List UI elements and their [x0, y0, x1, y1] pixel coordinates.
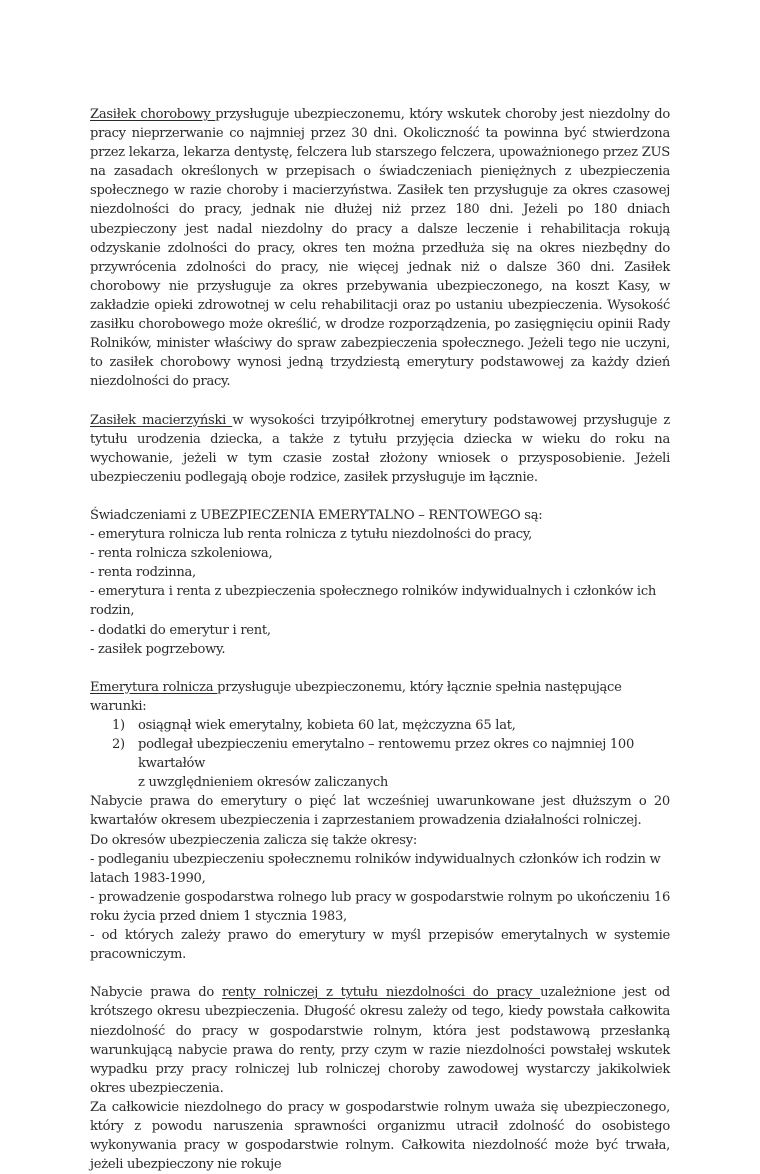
- condition-text: podlegał ubezpieczeniu emerytalno – rentowemu przez okres co najmniej 100 kwartałów: [138, 737, 635, 772]
- disability-before: Nabycie prawa do: [90, 985, 222, 1001]
- term-disability-pension: renty rolniczej z tytułu niezdolności do pracy: [221, 985, 541, 1001]
- term-maternity-benefit: Zasiłek macierzyński: [90, 412, 233, 428]
- disability-after: uzależnione jest od krótszego okresu ubezpieczenia. Długość okresu zależy od tego, kiedy powstała całkowita niezdolność do pracy w gospodarstwie rolnym, która jest podstawową przesłanką warunkującą nabycie prawa do renty, przy czym w razie niezdolności powstałej wskutek wypadku przy pracy rolniczej lub rolniczej choroby zawodowej wystarczy jakikolwiek okres ubezpieczenia.: [90, 985, 671, 1096]
- paragraph-retirement: [90, 678, 670, 716]
- paragraph-maternity-benefit: [90, 411, 670, 487]
- list-item: - prowadzenie gospodarstwa rolnego lub pracy w gospodarstwie rolnym po ukończeniu 16 roku życia przed dniem 1 stycznia 1983,: [90, 889, 670, 924]
- list-item: [90, 735, 670, 792]
- pension-benefits-heading: Świadczeniami z UBEZPIECZENIA EMERYTALNO – RENTOWEGO są:: [90, 507, 543, 523]
- spacer: [90, 964, 670, 983]
- term-sickness-benefit: Zasiłek chorobowy: [90, 107, 216, 122]
- conditions-list: [90, 716, 670, 792]
- list-number: 1): [112, 718, 125, 733]
- condition-text: osiągnął wiek emerytalny, kobieta 60 lat, mężczyzna 65 lat,: [138, 718, 516, 733]
- condition-continuation: z uwzględnieniem okresów zaliczanych: [138, 775, 389, 791]
- early-retirement-text: Nabycie prawa do emerytury o pięć lat wcześniej uwarunkowane jest dłuższym o 20 kwartałów okresem ubezpieczenia i zaprzestaniem prowadzenia działalności rolniczej.: [90, 794, 670, 829]
- term-retirement: Emerytura rolnicza: [90, 679, 218, 695]
- list-item: - dodatki do emerytur i rent,: [90, 622, 271, 638]
- list-item: - od których zależy prawo do emerytury w myśl przepisów emerytalnych w systemie pracowniczym.: [90, 928, 670, 963]
- list-item: [90, 716, 670, 735]
- list-item: - renta rolnicza szkoleniowa,: [90, 546, 273, 562]
- list-item: - emerytura rolnicza lub renta rolnicza z tytułu niezdolności do pracy,: [90, 527, 533, 543]
- periods-heading: Do okresów ubezpieczenia zalicza się także okresy:: [90, 832, 417, 848]
- spacer: [90, 487, 670, 506]
- document-page: [90, 105, 670, 1174]
- list-item: - renta rodzinna,: [90, 565, 196, 581]
- list-number: 2): [112, 737, 125, 753]
- retirement-intro: przysługuje ubezpieczonemu, który łącznie spełnia następujące warunki:: [90, 679, 622, 714]
- list-item: - emerytura i renta z ubezpieczenia społecznego rolników indywidualnych i członków ich rodzin,: [90, 584, 657, 619]
- paragraph-incapacity: Za całkowicie niezdolnego do pracy w gospodarstwie rolnym uważa się ubezpieczonego, który z powodu naruszenia sprawności organizmu utracił zdolność do osobistego wykonywania pracy w gospodarstwie rolnym. Całkowita niezdolność może być trwała, jeżeli ubezpieczony nie rokuje: [90, 1099, 670, 1173]
- maternity-benefit-text: w wysokości trzyipółkrotnej emerytury podstawowej przysługuje z tytułu urodzenia dziecka, a także z tytułu przyjęcia dziecka w wieku do roku na wychowanie, jeżeli w tym czasie został złożony wniosek o przysposobienie. Jeżeli ubezpieczeniu podlegają oboje rodzice, zasiłek przysługuje im łącznie.: [90, 412, 670, 485]
- spacer: [90, 659, 670, 678]
- paragraph-disability-pension: [90, 983, 670, 1098]
- sickness-benefit-text: przysługuje ubezpieczonemu, który wskutek choroby jest niezdolny do pracy nieprzerwanie co najmniej przez 30 dni. Okoliczność ta powinna być stwierdzona przez lekarza, lekarza dentystę, felczera lub starszego felczera, upoważnionego przez ZUS na zasadach określonych w przepisach o świadczeniach pieniężnych z ubezpieczenia społecznego w razie choroby i macierzyństwa. Zasiłek ten przysługuje za okres czasowej niezdolności do pracy, jednak nie dłużej niż przez 180 dni. Jeżeli po 180 dniach ubezpieczony jest nadal niezdolny do pracy a dalsze leczenie i rehabilitacja rokują odzyskanie zdolności do pracy, okres ten można przedłuża się na okres niezbędny do przywrócenia zdolności do pracy, nie więcej jednak niż o dalsze 360 dni. Zasiłek chorobowy nie przysługuje za okres przebywania ubezpieczonego, na koszt Kasy, w zakładzie opieki zdrowotnej w celu rehabilitacji oraz po ustaniu ubezpieczenia. Wysokość zasiłku chorobowego może określić, w drodze rozporządzenia, po zasięgnięciu opinii Rady Rolników, minister właściwy do spraw zabezpieczenia społecznego. Jeżeli tego nie uczyni, to zasiłek chorobowy wynosi jedną trzydziestą emerytury podstawowej za każdy dzień niezdolności do pracy.: [90, 107, 670, 390]
- list-item: - zasiłek pogrzebowy.: [90, 641, 226, 657]
- spacer: [90, 391, 670, 410]
- paragraph-sickness-benefit: [90, 105, 670, 391]
- list-item: - podleganiu ubezpieczeniu społecznemu rolników indywidualnych członków ich rodzin w latach 1983-1990,: [90, 851, 661, 886]
